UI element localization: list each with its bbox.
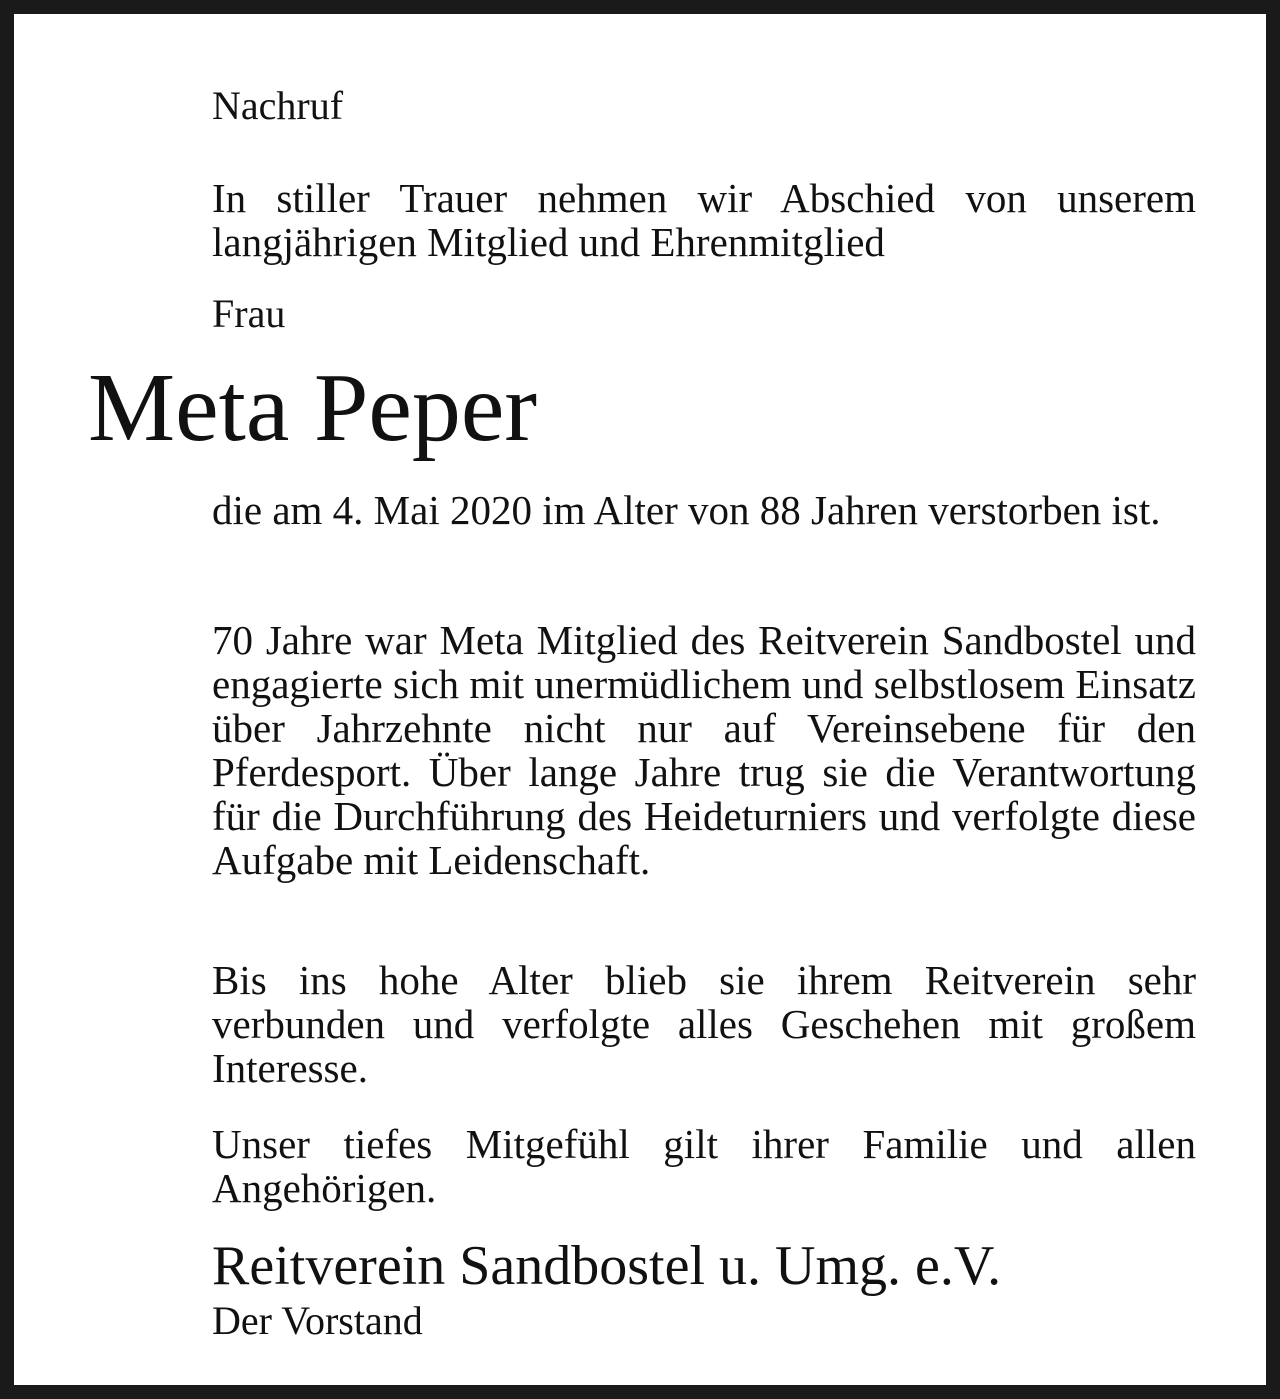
- intro-paragraph: In stiller Trauer nehmen wir Abschied von unserem langjährigen Mitglied und Ehrenmitglied: [212, 175, 1196, 265]
- notice-heading: Nachruf: [212, 83, 344, 128]
- organization-name: Reitverein Sandbostel u. Umg. e.V.: [212, 1235, 1002, 1297]
- death-statement: die am 4. Mai 2020 im Alter von 88 Jahren verstorben ist.: [212, 487, 1161, 533]
- biography-paragraph: 70 Jahre war Meta Mitglied des Reitverein Sandbostel und engagierte sich mit unermüdlichem und selbstlosem Einsatz über Jahrzehnte nicht nur auf Vereinsebene für den Pferdesport. Über lange Jahre trug sie die Verantwortung für die Durchführung des Heideturniers und verfolgte diese Aufgabe mit Leidenschaft.: [212, 617, 1196, 883]
- salutation: Frau: [212, 291, 286, 336]
- signatory: Der Vorstand: [212, 1298, 423, 1343]
- deceased-name: Meta Peper: [88, 354, 537, 462]
- condolence-paragraph: Unser tiefes Mitgefühl gilt ihrer Familie und allen Angehörigen.: [212, 1121, 1196, 1211]
- connection-paragraph: Bis ins hohe Alter blieb sie ihrem Reitverein sehr verbunden und verfolgte alles Geschehen mit großem Interesse.: [212, 957, 1196, 1091]
